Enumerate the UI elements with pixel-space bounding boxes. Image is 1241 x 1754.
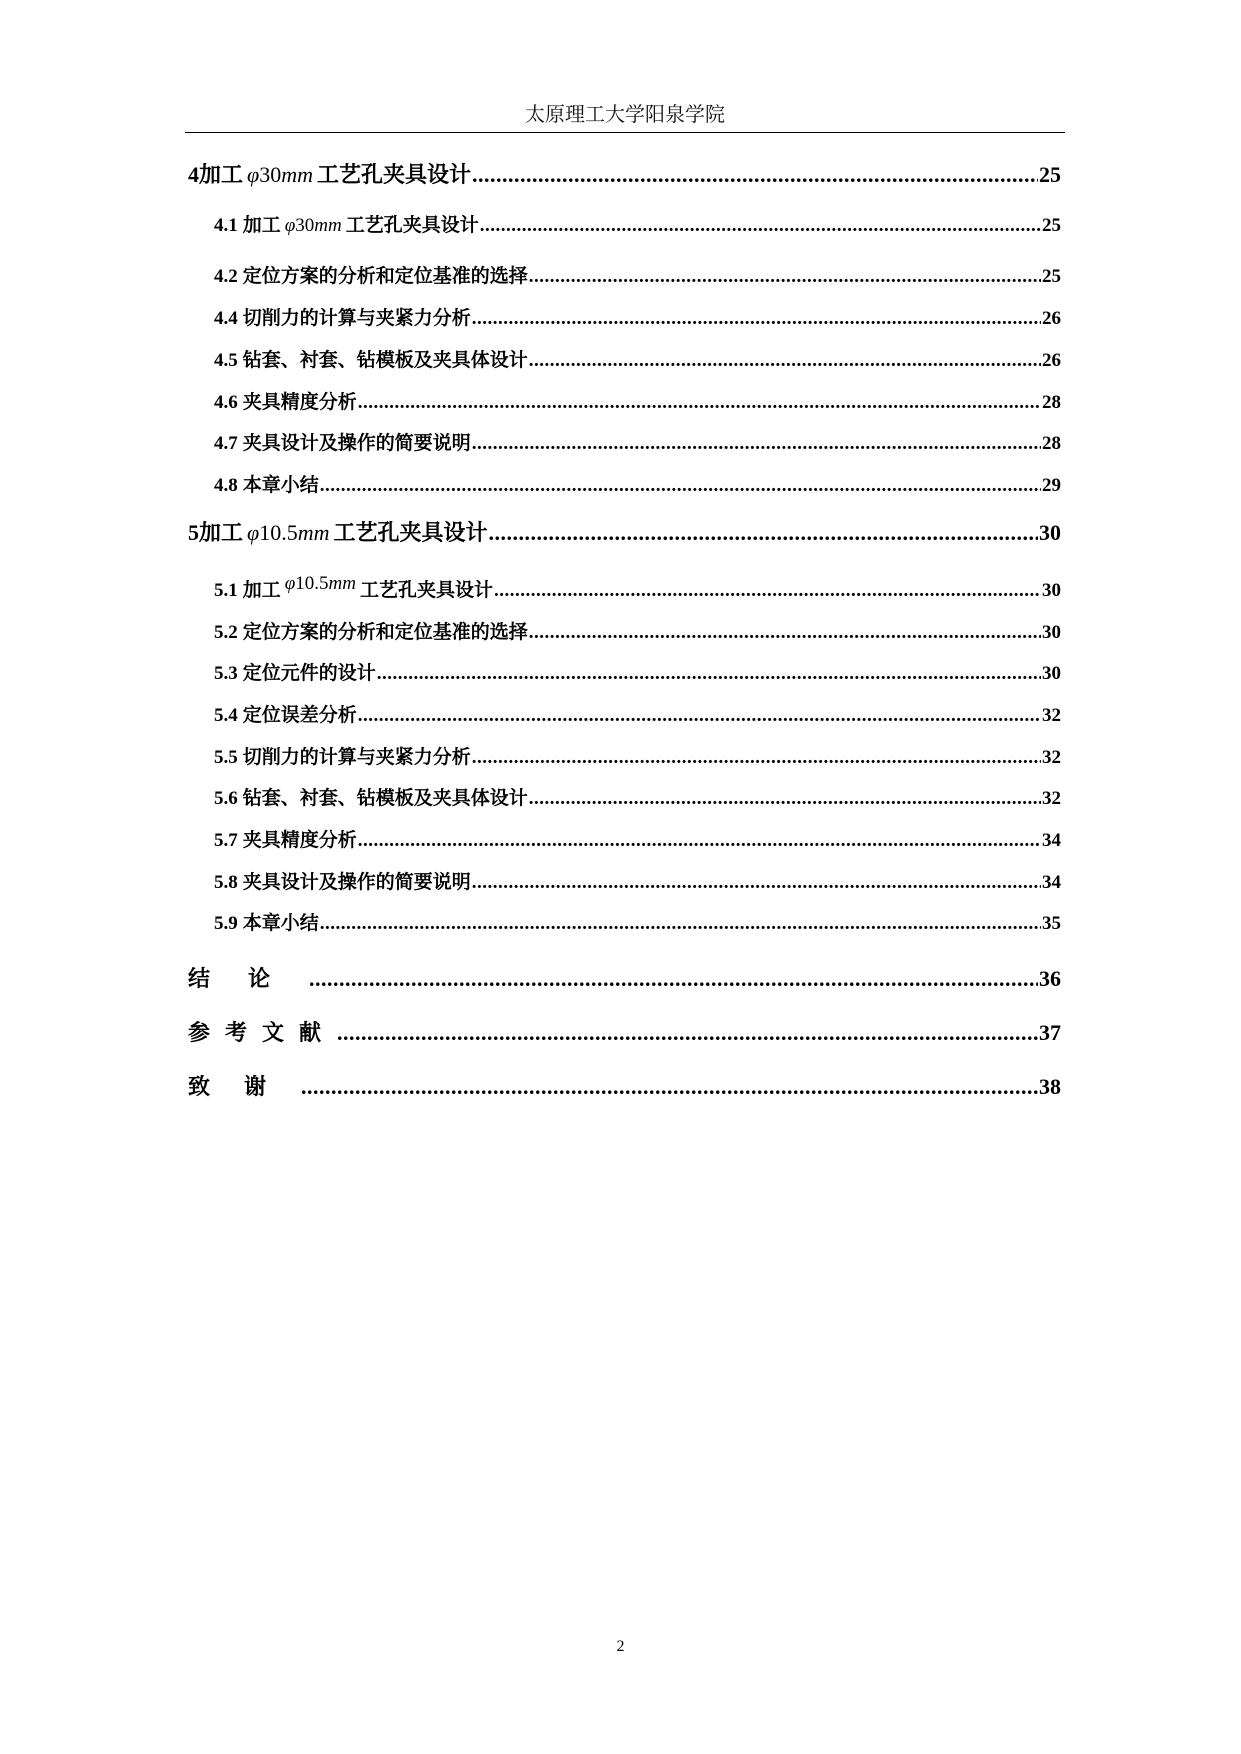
toc-title: 钻套、衬套、钻模板及夹具体设计 — [242, 350, 528, 371]
toc-number: 5 — [188, 520, 199, 545]
toc-entry-5-2[interactable] — [214, 617, 1061, 644]
toc-entry-chapter-4[interactable] — [188, 158, 1061, 189]
toc-title: 定位元件的设计 — [242, 663, 376, 684]
toc-entry-4-6[interactable] — [214, 387, 1061, 414]
toc-entry-4-1[interactable] — [214, 210, 1061, 237]
toc-title: 定位误差分析 — [242, 705, 357, 726]
toc-entry-4-4[interactable] — [214, 303, 1061, 330]
header-divider — [185, 132, 1065, 133]
math-expression: φ30mm — [247, 162, 313, 187]
footer-page-number: 2 — [616, 1638, 625, 1655]
toc-title: 夹具设计及操作的简要说明 — [242, 872, 471, 893]
toc-entry-4-8[interactable] — [214, 470, 1061, 497]
toc-number: 5.7 — [214, 830, 238, 851]
toc-title: 致谢 — [188, 1074, 301, 1099]
dot-leader — [472, 747, 1041, 769]
toc-number: 4.4 — [214, 308, 238, 329]
dot-leader — [320, 475, 1041, 497]
toc-number: 4.6 — [214, 392, 238, 413]
toc-title: 切削力的计算与夹紧力分析 — [242, 747, 471, 768]
toc-page-number: 32 — [1042, 705, 1061, 726]
toc-entry-5-6[interactable] — [214, 783, 1061, 810]
dot-leader — [320, 913, 1041, 935]
toc-entry-acknowledgements[interactable] — [188, 1070, 1061, 1101]
toc-page-number: 30 — [1042, 663, 1061, 684]
dot-leader — [377, 663, 1041, 685]
toc-page-number: 25 — [1039, 162, 1061, 187]
dot-leader — [337, 1020, 1038, 1046]
dot-leader — [472, 308, 1041, 330]
toc-entry-5-4[interactable] — [214, 700, 1061, 727]
dot-leader — [472, 162, 1038, 188]
toc-page-number: 34 — [1042, 830, 1061, 851]
dot-leader — [358, 392, 1041, 414]
toc-title: 加工 φ10.5mm 工艺孔夹具设计 — [199, 520, 488, 545]
toc-page-number: 38 — [1039, 1074, 1061, 1099]
toc-title: 夹具设计及操作的简要说明 — [242, 433, 471, 454]
toc-page-number: 35 — [1042, 913, 1061, 934]
toc-page-number: 25 — [1042, 215, 1061, 236]
dot-leader — [301, 1074, 1038, 1100]
toc-number: 5.5 — [214, 747, 238, 768]
toc-page-number: 26 — [1042, 308, 1061, 329]
toc-title: 结论 — [188, 966, 309, 991]
toc-page-number: 28 — [1042, 433, 1061, 454]
toc-title: 定位方案的分析和定位基准的选择 — [242, 266, 528, 287]
toc-title: 加工 φ30mm 工艺孔夹具设计 — [199, 162, 471, 187]
toc-entry-chapter-5[interactable] — [188, 516, 1061, 547]
toc-number: 4.8 — [214, 475, 238, 496]
toc-number: 4.7 — [214, 433, 238, 454]
toc-page-number: 32 — [1042, 788, 1061, 809]
toc-entry-4-5[interactable] — [214, 345, 1061, 372]
toc-entry-5-1[interactable] — [214, 575, 1061, 602]
toc-number: 4.2 — [214, 266, 238, 287]
toc-number: 5.6 — [214, 788, 238, 809]
math-expression: φ30mm — [284, 215, 342, 236]
toc-page-number: 36 — [1039, 966, 1061, 991]
math-expression: φ10.5mm — [284, 575, 356, 594]
toc-page-number: 26 — [1042, 350, 1061, 371]
toc-page-number: 25 — [1042, 266, 1061, 287]
toc-title: 夹具精度分析 — [242, 830, 357, 851]
toc-number: 5.3 — [214, 663, 238, 684]
toc-number: 4.1 — [214, 215, 238, 236]
toc-entry-conclusion[interactable] — [188, 962, 1061, 993]
toc-page-number: 28 — [1042, 392, 1061, 413]
toc-page-number: 32 — [1042, 747, 1061, 768]
toc-page-number: 30 — [1042, 580, 1061, 601]
dot-leader — [529, 622, 1041, 644]
dot-leader — [358, 830, 1041, 852]
toc-number: 5.8 — [214, 872, 238, 893]
toc-entry-5-8[interactable] — [214, 867, 1061, 894]
toc-title: 钻套、衬套、钻模板及夹具体设计 — [242, 788, 528, 809]
toc-number: 5.1 — [214, 580, 238, 601]
toc-entry-5-3[interactable] — [214, 658, 1061, 685]
math-expression: φ10.5mm — [247, 520, 330, 545]
toc-number: 5.2 — [214, 622, 238, 643]
toc-title: 切削力的计算与夹紧力分析 — [242, 308, 471, 329]
toc-number: 4 — [188, 162, 199, 187]
toc-entry-references[interactable] — [188, 1016, 1061, 1047]
toc-number: 5.4 — [214, 705, 238, 726]
toc-title: 本章小结 — [242, 475, 319, 496]
toc-entry-5-9[interactable] — [214, 908, 1061, 935]
toc-page-number: 29 — [1042, 475, 1061, 496]
toc-title: 参考文献 — [188, 1020, 337, 1045]
toc-title: 加工 φ10.5mm 工艺孔夹具设计 — [242, 575, 493, 601]
toc-page-number: 34 — [1042, 872, 1061, 893]
dot-leader — [488, 520, 1038, 546]
dot-leader — [358, 705, 1041, 727]
dot-leader — [529, 788, 1041, 810]
dot-leader — [529, 350, 1041, 372]
running-header: 太原理工大学阳泉学院 — [525, 104, 725, 126]
toc-title: 夹具精度分析 — [242, 392, 357, 413]
toc-page-number: 30 — [1042, 622, 1061, 643]
dot-leader — [472, 433, 1041, 455]
toc-page-number: 30 — [1039, 520, 1061, 545]
toc-entry-4-7[interactable] — [214, 428, 1061, 455]
toc-entry-4-2[interactable] — [214, 261, 1061, 288]
toc-entry-5-7[interactable] — [214, 825, 1061, 852]
toc-title: 定位方案的分析和定位基准的选择 — [242, 622, 528, 643]
toc-entry-5-5[interactable] — [214, 742, 1061, 769]
dot-leader — [494, 580, 1041, 602]
toc-number: 5.9 — [214, 913, 238, 934]
dot-leader — [480, 215, 1041, 237]
dot-leader — [309, 966, 1038, 992]
toc-page-number: 37 — [1039, 1020, 1061, 1045]
dot-leader — [529, 266, 1041, 288]
dot-leader — [472, 872, 1041, 894]
toc-title: 加工 φ30mm 工艺孔夹具设计 — [242, 215, 479, 236]
toc-number: 4.5 — [214, 350, 238, 371]
toc-title: 本章小结 — [242, 913, 319, 934]
